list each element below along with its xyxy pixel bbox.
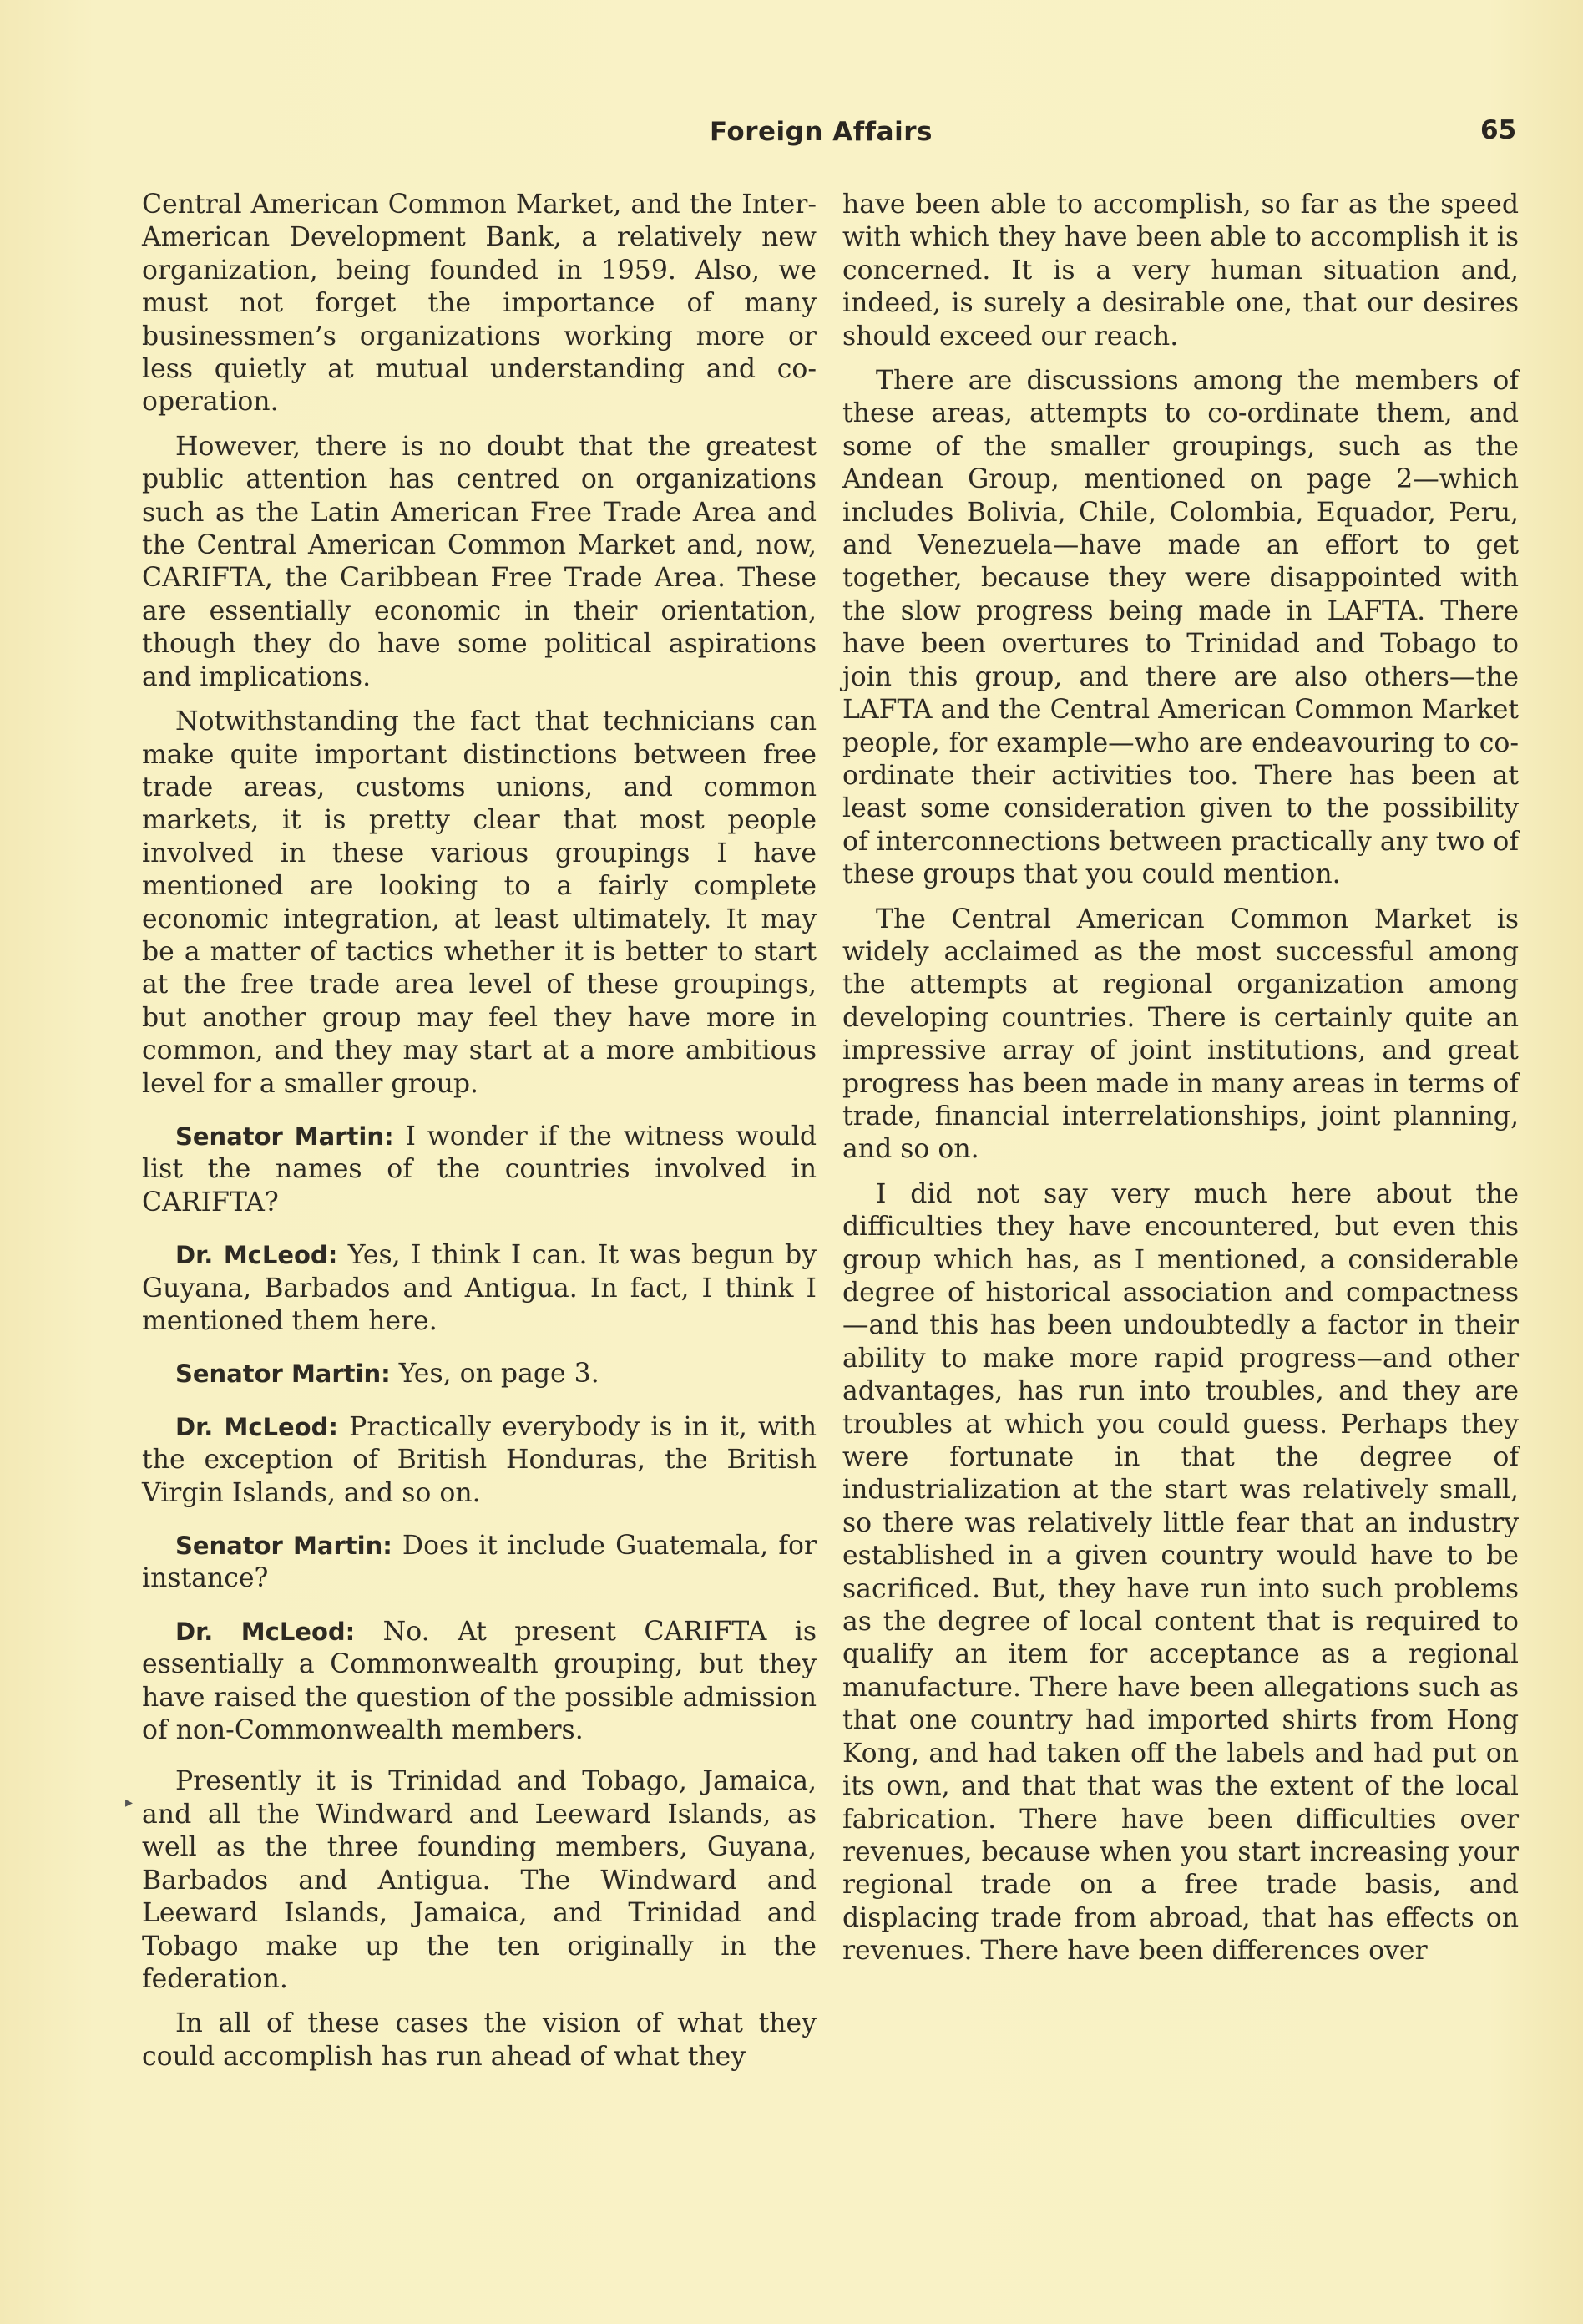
speech-text: Yes, I think I can. It was begun by Guyana, Barbados and Antigua. In fact, I think I mentioned them here.	[142, 1240, 817, 1336]
margin-mark: ▸	[125, 1794, 134, 1811]
speaker-name: Senator Martin:	[175, 1359, 391, 1389]
speaker-name: Dr. McLeod:	[175, 1617, 356, 1646]
right-column	[842, 189, 1519, 1980]
speech-paragraph	[142, 1616, 817, 1748]
speech-text: Practically everybody is in it, with the exception of British Honduras, the British Virgin Islands, and so on.	[142, 1411, 817, 1508]
left-column	[142, 189, 817, 2085]
page-number: 65	[1480, 115, 1517, 145]
paragraph: Central American Common Market, and the Inter-American Development Bank, a relatively new organization, being founded in 1959. Also, we must not forget the importance of many businessmen’s organizations working more or less quietly at mutual understanding and co-operation.	[142, 190, 817, 418]
speaker-name: Dr. McLeod:	[175, 1241, 338, 1270]
speech-paragraph	[142, 1239, 817, 1338]
paragraph: Notwithstanding the fact that technicians can make quite important distinctions between free trade areas, customs unions, and common markets, it is pretty clear that most people involved in these various groupings I have mentioned are looking to a fairly complete economic integration, at least ultimately. It may be a matter of tactics whether it is better to start at the free trade area level of these groupings, but another group may feel they have more in common, and they may start at a more ambitious level for a smaller group.	[142, 706, 817, 1099]
speaker-name: Senator Martin:	[175, 1532, 392, 1561]
paragraph: I did not say very much here about the difficulties they have encountered, but even this group which has, as I mentioned, a considerable degree of historical association and compactness—and this has been undoubtedly a factor in their ability to make more rapid progress—and other advantages, has run into troubles, and they are troubles at which you could guess. Perhaps they were fortunate in that the degree of industrialization at the start was relatively small, so there was relatively little fear that an industry established in a given country would have to be sacrificed. But, they have run into such problems as the degree of local content that is required to qualify an item for acceptance as a regional manufacture. There have been allegations such as that one country had imported shirts from Hong Kong, and had taken off the labels and had put on its own, and that that was the extent of the local fabrication. There have been difficulties over revenues, because when you start increasing your regional trade on a free trade basis, and displacing trade from abroad, that has effects on revenues. There have been differences over	[842, 1178, 1519, 1967]
speaker-name: Senator Martin:	[175, 1121, 394, 1151]
speech-text: Yes, on page 3.	[390, 1359, 599, 1390]
paragraph: There are discussions among the members of these areas, attempts to co-ordinate them, and some of the smaller groupings, such as the Andean Group, mentioned on page 2—which includes Bolivia, Chile, Colombia, Equador, Peru, and Venezuela—have made an effort to get together, because they were disappointed with the slow progress being made in LAFTA. There have been overtures to Trinidad and Tobago to join this group, and there are also others—the LAFTA and the Central American Common Market people, for example—who are endeavouring to co-ordinate their activities too. There has been at least some consideration given to the possibility of interconnections between practically any two of these groups that you could mention.	[842, 366, 1519, 890]
paragraph: The Central American Common Market is widely acclaimed as the most successful among the attempts at regional organization among developing countries. There is certainly quite an impressive array of joint institutions, and great progress has been made in many areas in terms of trade, financial interrelationships, joint planning, and so on.	[842, 904, 1519, 1165]
running-header-title: Foreign Affairs	[710, 117, 933, 147]
speech-text: Does it include Guatemala, for instance?	[142, 1531, 817, 1594]
speaker-name: Dr. McLeod:	[175, 1412, 338, 1441]
speech-paragraph	[142, 1358, 817, 1390]
speech-paragraph	[142, 1411, 817, 1510]
paragraph: In all of these cases the vision of what they could accomplish has run ahead of what they	[142, 2008, 817, 2072]
paragraph: Presently it is Trinidad and Tobago, Jamaica, and all the Windward and Leeward Islands, as well as the three founding members, Guyana, Barbados and Antigua. The Windward and Leeward Islands, Jamaica, and Trinidad and Tobago make up the ten originally in the federation.	[142, 1766, 817, 1994]
speech-text: I wonder if the witness would list the names of the countries involved in CARIFTA?	[142, 1121, 817, 1218]
speech-text: No. At present CARIFTA is essentially a Commonwealth grouping, but they have raised the question of the possible admission of non-Commonwealth members.	[142, 1616, 817, 1746]
paragraph: However, there is no doubt that the greatest public attention has centred on organizations such as the Latin American Free Trade Area and the Central American Common Market and, now, CARIFTA, the Caribbean Free Trade Area. These are essentially economic in their orientation, though they do have some political aspirations and implications.	[142, 431, 817, 692]
speech-paragraph	[142, 1530, 817, 1596]
speech-paragraph	[142, 1121, 817, 1219]
paragraph: have been able to accomplish, so far as the speed with which they have been able to accomplish it is concerned. It is a very human situation and, indeed, is surely a desirable one, that our desires should exceed our reach.	[842, 190, 1519, 352]
